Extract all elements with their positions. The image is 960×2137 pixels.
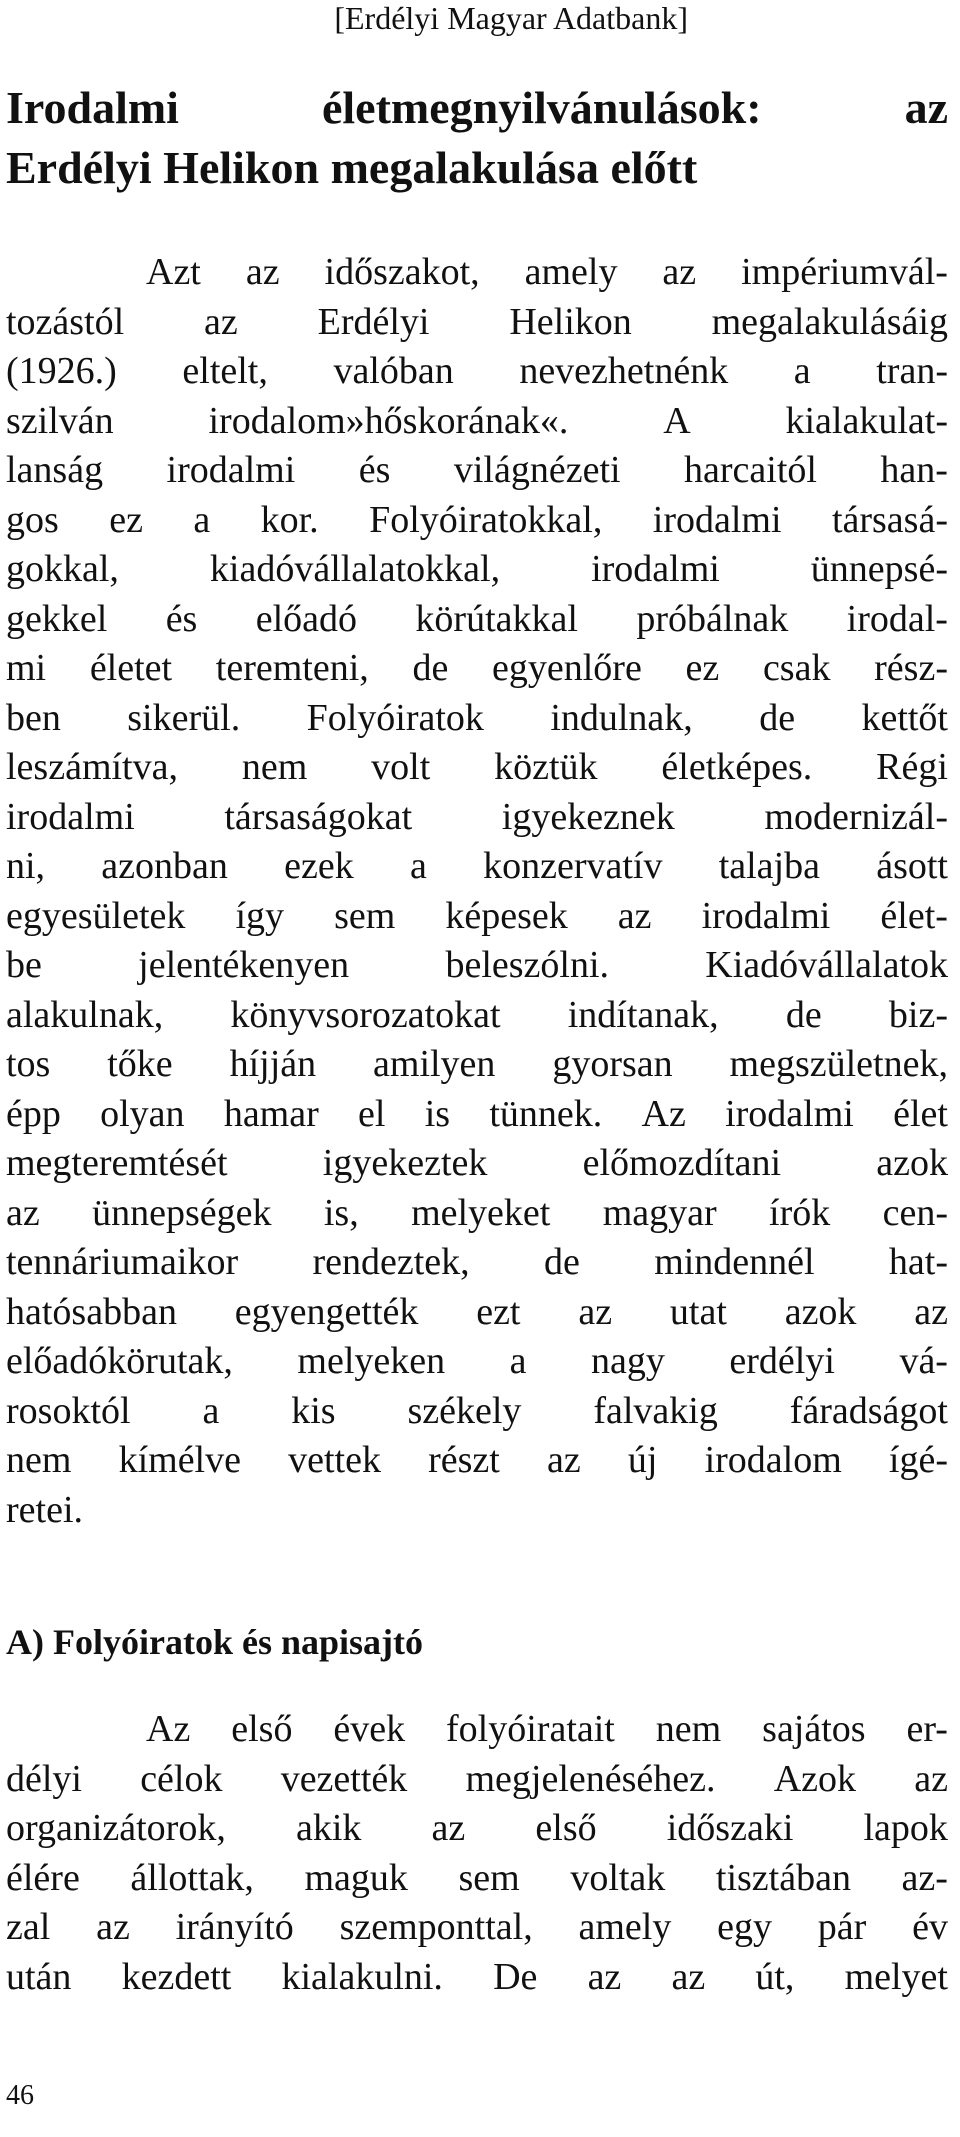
word: vezették <box>280 1757 408 1800</box>
text-line <box>6 1436 948 1486</box>
word: egy <box>717 1906 772 1948</box>
word: el <box>358 1092 386 1135</box>
word: élet- <box>880 894 948 937</box>
text-line <box>6 1238 948 1288</box>
word: ásott <box>876 845 948 887</box>
word: képesek <box>445 894 568 937</box>
text-line <box>6 694 948 744</box>
word: köztük <box>494 746 598 788</box>
word: könyvsorozatokat <box>230 993 501 1036</box>
word: írók <box>769 1191 831 1234</box>
word: megteremtését <box>6 1142 228 1184</box>
word: igyekeznek <box>501 795 675 838</box>
word: irodalmi <box>701 894 831 937</box>
word: irodalmi <box>166 449 296 491</box>
word: és <box>358 449 391 491</box>
word: híjján <box>229 1043 317 1085</box>
word: sajátos <box>762 1708 866 1750</box>
word: megszületnek, <box>729 1043 948 1085</box>
word: délyi <box>6 1757 82 1800</box>
text-line <box>6 1387 948 1437</box>
word: az <box>617 894 652 937</box>
word: nagy <box>591 1340 665 1382</box>
word: előmozdítani <box>582 1142 782 1184</box>
word: célok <box>140 1757 223 1800</box>
word: teremteni, <box>215 647 369 689</box>
word: gokkal, <box>6 548 119 590</box>
word: harcaitól <box>684 449 817 491</box>
word: biz- <box>888 993 948 1036</box>
word: irodalmi <box>591 548 720 590</box>
word: Helikon <box>509 300 632 343</box>
text-line <box>6 1903 948 1953</box>
word: életképes. <box>661 746 813 788</box>
word: mi <box>6 647 47 689</box>
word: az <box>662 251 697 293</box>
word: modernizál- <box>764 795 948 838</box>
word: irodalmi <box>725 1092 854 1135</box>
word: kiadóvállalatokkal, <box>209 548 501 590</box>
word: jelentékenyen <box>138 944 350 986</box>
word: talajba <box>718 845 820 887</box>
word: az <box>245 251 280 293</box>
word: de <box>785 993 822 1036</box>
word: Kiadóvállalatok <box>705 944 948 986</box>
text-line <box>6 892 948 942</box>
word: az <box>587 1955 622 1998</box>
word: azok <box>784 1290 857 1333</box>
word: irodalmi <box>652 498 782 541</box>
word: évek <box>333 1708 406 1750</box>
word: próbálnak <box>636 597 789 640</box>
word: tozástól <box>6 300 125 343</box>
word: az <box>204 300 238 343</box>
word: Azt <box>146 251 201 293</box>
text-line <box>6 793 948 843</box>
text-line <box>6 1040 948 1090</box>
word: részt <box>428 1439 500 1481</box>
word: amely <box>578 1906 672 1948</box>
word: han- <box>880 449 948 491</box>
word: ünnepsé- <box>810 548 948 590</box>
word: első <box>535 1807 597 1849</box>
word: a <box>509 1340 527 1382</box>
word: amely <box>524 251 618 293</box>
word: maguk <box>304 1856 408 1899</box>
word: sikerül. <box>127 696 241 739</box>
word: nem <box>655 1708 722 1750</box>
title-word: az <box>904 82 948 133</box>
word: nevezhetnénk <box>519 350 729 392</box>
text-line <box>6 446 948 496</box>
text-line <box>6 991 948 1041</box>
word: is <box>424 1092 451 1135</box>
word: gos <box>6 498 59 541</box>
word: kezdett <box>121 1955 232 1998</box>
word: körútakkal <box>415 597 578 640</box>
word: kialakulat- <box>785 399 948 442</box>
word: tisztában <box>715 1856 851 1899</box>
word: előadó <box>255 597 358 640</box>
word: első <box>231 1708 293 1750</box>
text-line <box>6 1755 948 1805</box>
word: így <box>235 894 284 937</box>
word: az <box>578 1290 613 1333</box>
word: de <box>543 1241 580 1283</box>
page-number: 46 <box>6 2080 34 2111</box>
word: az <box>547 1439 581 1481</box>
text-line <box>6 1486 948 1536</box>
text-line <box>6 545 948 595</box>
word: indulnak, <box>550 696 693 739</box>
word: tennáriumaikor <box>6 1241 239 1283</box>
word: az- <box>901 1856 948 1899</box>
word: tran- <box>876 350 948 392</box>
word: irányító <box>175 1906 294 1948</box>
word: gekkel <box>6 597 108 640</box>
word: is, <box>323 1191 359 1234</box>
word: zal <box>6 1906 51 1948</box>
word: akik <box>295 1807 362 1849</box>
word: leszámítva, <box>6 746 178 788</box>
text-line <box>6 1705 948 1755</box>
word: állottak, <box>130 1856 254 1899</box>
word: falvakig <box>593 1389 718 1432</box>
word: (1926.) <box>6 350 117 392</box>
word: sem <box>458 1856 520 1899</box>
word: székely <box>407 1389 522 1432</box>
word: szemponttal, <box>339 1906 533 1948</box>
word: időszaki <box>666 1807 794 1849</box>
word: cen- <box>882 1191 948 1234</box>
word: igyekeztek <box>322 1142 488 1184</box>
word: út, <box>755 1955 795 1998</box>
word: az <box>431 1807 466 1849</box>
word: ben <box>6 696 61 739</box>
word: melyet <box>844 1955 948 1998</box>
word: azonban <box>101 845 228 887</box>
word: magyar <box>602 1191 717 1234</box>
text-line <box>6 1804 948 1854</box>
word: Folyóiratok <box>306 696 484 739</box>
text-line <box>6 298 948 348</box>
word: impériumvál- <box>741 251 948 293</box>
word: egyengették <box>234 1290 419 1333</box>
word: vá- <box>899 1340 948 1382</box>
word: ez <box>685 647 720 689</box>
word: szilván <box>6 399 114 442</box>
text-line <box>6 347 948 397</box>
word: azok <box>876 1142 948 1184</box>
word: új <box>627 1439 658 1481</box>
word: erdélyi <box>729 1340 835 1382</box>
title-word: életmegnyilvánulások: <box>321 82 762 133</box>
word: rosoktól <box>6 1389 131 1432</box>
word: irodalom <box>704 1439 842 1481</box>
word: gyorsan <box>552 1043 673 1085</box>
word: mindennél <box>654 1241 815 1283</box>
word: és <box>165 597 198 640</box>
title-line-1 <box>6 78 948 138</box>
text-line <box>6 397 948 447</box>
text-line <box>6 644 948 694</box>
word: megalakulásáig <box>711 300 948 343</box>
text-line <box>6 496 948 546</box>
word: az <box>96 1906 130 1948</box>
word: de <box>759 696 796 739</box>
text-line <box>6 1953 948 2003</box>
word: egyenlőre <box>492 647 642 689</box>
word: Az <box>641 1092 686 1135</box>
word: melyeket <box>411 1191 551 1234</box>
word: lapok <box>863 1807 948 1849</box>
text-line <box>6 1189 948 1239</box>
word: valóban <box>333 350 454 392</box>
word: volt <box>371 746 431 788</box>
word: után <box>6 1955 72 1998</box>
word: voltak <box>570 1856 666 1899</box>
text-line <box>6 248 948 298</box>
word: a <box>193 498 211 541</box>
word: melyeken <box>297 1340 446 1382</box>
section-heading: A) Folyóiratok és napisajtó <box>6 1622 423 1662</box>
source-header: [Erdélyi Magyar Adatbank] <box>334 0 688 36</box>
title-word: Irodalmi <box>6 82 179 133</box>
word: rész- <box>874 647 948 689</box>
word: Régi <box>876 746 948 788</box>
word: a <box>793 350 811 392</box>
word: életet <box>89 647 173 689</box>
text-line <box>6 743 948 793</box>
body-paragraph-1 <box>6 248 948 1535</box>
chapter-title <box>6 78 948 198</box>
word: utat <box>669 1290 727 1333</box>
word: élet <box>893 1092 948 1135</box>
word: tőke <box>107 1043 173 1085</box>
word: ígé- <box>888 1439 948 1481</box>
word: épp <box>6 1092 61 1135</box>
word: időszakot, <box>324 251 480 293</box>
word: hat- <box>888 1241 948 1283</box>
word: kor. <box>260 498 319 541</box>
word: indítanak, <box>567 993 719 1036</box>
word: amilyen <box>373 1043 496 1085</box>
word: Erdélyi <box>317 300 430 343</box>
word: Azok <box>773 1757 857 1800</box>
word: az <box>914 1757 948 1800</box>
word: De <box>493 1955 538 1998</box>
word: ezek <box>284 845 354 887</box>
text-line <box>6 1337 948 1387</box>
title-line-2: Erdélyi Helikon megalakulása előtt <box>6 142 698 193</box>
word: kialakulni. <box>281 1955 443 1998</box>
word: Az <box>146 1708 191 1750</box>
word: irodalom»hőskorának«. <box>208 399 569 442</box>
word: tünnek. <box>489 1092 603 1135</box>
word: az <box>671 1955 706 1998</box>
word: de <box>412 647 449 689</box>
word: retei. <box>6 1488 84 1531</box>
word: kímélve <box>118 1439 241 1481</box>
word: kettőt <box>861 696 948 739</box>
word: ez <box>109 498 143 541</box>
word: konzervatív <box>483 845 663 887</box>
word: nem <box>6 1439 72 1481</box>
body-paragraph-2 <box>6 1705 948 2002</box>
word: az <box>6 1191 40 1234</box>
word: alakulnak, <box>6 993 164 1036</box>
word: vettek <box>288 1439 381 1481</box>
word: A <box>663 399 691 442</box>
word: tos <box>6 1043 51 1085</box>
word: sem <box>334 894 396 937</box>
text-line <box>6 1854 948 1904</box>
word: rendeztek, <box>312 1241 470 1283</box>
word: Folyóiratokkal, <box>369 498 603 541</box>
word: olyan <box>100 1092 185 1135</box>
word: lanság <box>6 449 104 491</box>
word: a <box>409 845 427 887</box>
text-line <box>6 941 948 991</box>
text-line <box>6 595 948 645</box>
word: társaságokat <box>224 795 413 838</box>
word: csak <box>762 647 831 689</box>
word: társasá- <box>831 498 948 541</box>
text-line <box>6 1090 948 1140</box>
word: megjelenéséhez. <box>465 1757 716 1800</box>
word: ezt <box>476 1290 521 1333</box>
word: irodal- <box>846 597 948 640</box>
word: élére <box>6 1856 80 1899</box>
text-line <box>6 1288 948 1338</box>
word: ni, <box>6 845 46 887</box>
word: eltelt, <box>182 350 268 392</box>
word: beleszólni. <box>445 944 610 986</box>
word: kis <box>291 1389 336 1432</box>
word: világnézeti <box>453 449 621 491</box>
word: pár <box>817 1906 867 1948</box>
word: egyesületek <box>6 894 186 937</box>
word: irodalmi <box>6 795 135 838</box>
word: be <box>6 944 42 986</box>
word: er- <box>906 1708 948 1750</box>
word: a <box>202 1389 220 1432</box>
word: organizátorok, <box>6 1807 226 1849</box>
word: hatósabban <box>6 1290 177 1333</box>
word: az <box>914 1290 948 1333</box>
word: hamar <box>223 1092 319 1135</box>
word: ünnepségek <box>92 1191 272 1234</box>
word: év <box>912 1906 948 1948</box>
word: fáradságot <box>789 1389 948 1432</box>
text-line <box>6 1139 948 1189</box>
word: folyóiratait <box>446 1708 615 1750</box>
word: előadókörutak, <box>6 1340 233 1382</box>
word: nem <box>241 746 308 788</box>
text-line <box>6 842 948 892</box>
